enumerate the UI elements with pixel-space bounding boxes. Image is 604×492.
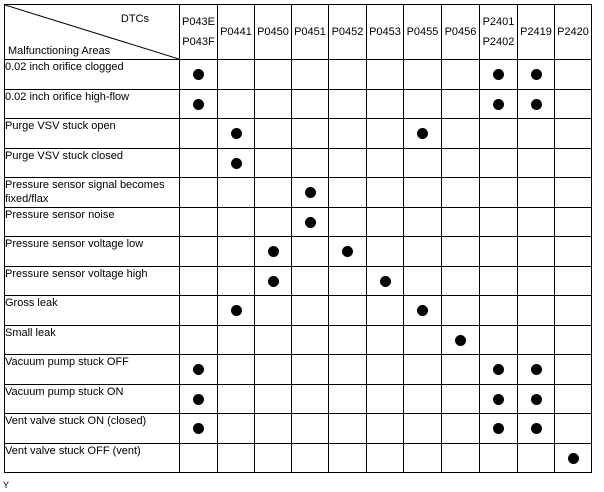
matrix-cell bbox=[442, 325, 480, 355]
matrix-cell bbox=[218, 414, 255, 444]
matrix-cell bbox=[255, 178, 292, 208]
matrix-cell bbox=[555, 414, 592, 444]
matrix-cell bbox=[180, 119, 218, 149]
matrix-cell bbox=[518, 325, 555, 355]
applicable-dot-icon bbox=[493, 394, 504, 405]
matrix-cell bbox=[555, 207, 592, 237]
table-row bbox=[5, 119, 592, 149]
dtc-code: P0453 bbox=[369, 26, 401, 38]
matrix-cell bbox=[180, 237, 218, 267]
matrix-cell bbox=[218, 207, 255, 237]
matrix-cell bbox=[367, 178, 404, 208]
matrix-cell bbox=[180, 89, 218, 119]
matrix-cell bbox=[404, 60, 442, 90]
matrix-cell bbox=[218, 443, 255, 473]
matrix-cell bbox=[480, 296, 518, 326]
matrix-cell bbox=[292, 414, 329, 444]
matrix-cell bbox=[329, 325, 367, 355]
malfunction-area-cell: Vacuum pump stuck OFF bbox=[5, 355, 180, 385]
matrix-cell bbox=[518, 296, 555, 326]
dtcs-label: DTCs bbox=[120, 13, 149, 25]
matrix-cell bbox=[555, 89, 592, 119]
matrix-cell bbox=[555, 355, 592, 385]
applicable-dot-icon bbox=[231, 158, 242, 169]
table-row bbox=[5, 355, 592, 385]
matrix-cell bbox=[329, 355, 367, 385]
matrix-cell bbox=[180, 355, 218, 385]
matrix-cell bbox=[518, 178, 555, 208]
matrix-cell bbox=[367, 325, 404, 355]
matrix-cell bbox=[518, 443, 555, 473]
matrix-cell bbox=[518, 119, 555, 149]
applicable-dot-icon bbox=[493, 423, 504, 434]
matrix-cell bbox=[329, 119, 367, 149]
matrix-cell bbox=[292, 89, 329, 119]
matrix-cell bbox=[404, 237, 442, 267]
matrix-cell bbox=[442, 414, 480, 444]
applicable-dot-icon bbox=[193, 364, 204, 375]
dtc-column-header bbox=[292, 5, 329, 60]
matrix-cell bbox=[180, 414, 218, 444]
applicable-dot-icon bbox=[493, 69, 504, 80]
matrix-cell bbox=[292, 443, 329, 473]
matrix-cell bbox=[404, 384, 442, 414]
malfunction-area-cell: Pressure sensor voltage high bbox=[5, 266, 180, 296]
table-row bbox=[5, 178, 592, 208]
applicable-dot-icon bbox=[305, 217, 316, 228]
matrix-cell bbox=[329, 414, 367, 444]
applicable-dot-icon bbox=[531, 394, 542, 405]
matrix-cell bbox=[218, 60, 255, 90]
matrix-cell bbox=[480, 148, 518, 178]
corner-cell bbox=[5, 5, 180, 60]
malfunction-area-cell: Gross leak bbox=[5, 296, 180, 326]
matrix-cell bbox=[480, 325, 518, 355]
table-row bbox=[5, 207, 592, 237]
matrix-cell bbox=[329, 384, 367, 414]
dtc-code: P2420 bbox=[557, 26, 589, 38]
matrix-cell bbox=[218, 325, 255, 355]
matrix-cell bbox=[218, 266, 255, 296]
matrix-cell bbox=[480, 443, 518, 473]
dtc-code: P0452 bbox=[331, 26, 364, 38]
matrix-cell bbox=[292, 148, 329, 178]
matrix-cell bbox=[218, 89, 255, 119]
matrix-cell bbox=[367, 355, 404, 385]
matrix-cell bbox=[555, 60, 592, 90]
malfunction-area-cell: 0.02 inch orifice clogged bbox=[5, 60, 180, 90]
applicable-dot-icon bbox=[493, 364, 504, 375]
matrix-cell bbox=[480, 119, 518, 149]
dtc-column-header bbox=[480, 5, 518, 60]
matrix-cell bbox=[255, 266, 292, 296]
matrix-cell bbox=[442, 178, 480, 208]
dtc-column-header bbox=[255, 5, 292, 60]
matrix-cell bbox=[218, 384, 255, 414]
dtc-column-header bbox=[180, 5, 218, 60]
dtc-column-header bbox=[555, 5, 592, 60]
matrix-cell bbox=[255, 119, 292, 149]
matrix-cell bbox=[329, 89, 367, 119]
table-row bbox=[5, 296, 592, 326]
matrix-cell bbox=[329, 178, 367, 208]
matrix-cell bbox=[329, 443, 367, 473]
dtc-code: P2419 bbox=[520, 26, 552, 38]
matrix-cell bbox=[404, 443, 442, 473]
matrix-cell bbox=[518, 384, 555, 414]
matrix-cell bbox=[329, 237, 367, 267]
matrix-cell bbox=[555, 178, 592, 208]
matrix-cell bbox=[292, 119, 329, 149]
matrix-cell bbox=[255, 355, 292, 385]
matrix-cell bbox=[442, 266, 480, 296]
dtc-code: P0450 bbox=[257, 26, 289, 38]
matrix-cell bbox=[180, 60, 218, 90]
matrix-cell bbox=[255, 207, 292, 237]
applicable-dot-icon bbox=[193, 99, 204, 110]
dtc-column-header bbox=[404, 5, 442, 60]
matrix-cell bbox=[480, 384, 518, 414]
matrix-cell bbox=[292, 207, 329, 237]
malfunction-area-cell: Vent valve stuck OFF (vent) bbox=[5, 443, 180, 473]
matrix-cell bbox=[404, 266, 442, 296]
matrix-cell bbox=[404, 148, 442, 178]
matrix-cell bbox=[518, 237, 555, 267]
matrix-cell bbox=[480, 237, 518, 267]
dtc-code: P0456 bbox=[444, 26, 477, 38]
matrix-cell bbox=[367, 384, 404, 414]
matrix-cell bbox=[555, 325, 592, 355]
matrix-cell bbox=[404, 89, 442, 119]
applicable-dot-icon bbox=[455, 335, 466, 346]
table-row bbox=[5, 384, 592, 414]
matrix-cell bbox=[255, 237, 292, 267]
matrix-cell bbox=[218, 148, 255, 178]
matrix-cell bbox=[442, 355, 480, 385]
table-row bbox=[5, 414, 592, 444]
matrix-cell bbox=[404, 296, 442, 326]
matrix-cell bbox=[255, 384, 292, 414]
matrix-cell bbox=[518, 355, 555, 385]
table-row bbox=[5, 60, 592, 90]
matrix-cell bbox=[292, 296, 329, 326]
table-row bbox=[5, 148, 592, 178]
matrix-cell bbox=[292, 178, 329, 208]
matrix-cell bbox=[404, 414, 442, 444]
dtc-code: P043E bbox=[181, 16, 216, 28]
matrix-cell bbox=[367, 119, 404, 149]
matrix-cell bbox=[404, 355, 442, 385]
matrix-cell bbox=[367, 60, 404, 90]
matrix-cell bbox=[180, 148, 218, 178]
applicable-dot-icon bbox=[417, 128, 428, 139]
matrix-cell bbox=[442, 237, 480, 267]
matrix-cell bbox=[329, 60, 367, 90]
matrix-cell bbox=[480, 414, 518, 444]
matrix-cell bbox=[404, 325, 442, 355]
dtc-code: P0451 bbox=[294, 26, 326, 38]
applicable-dot-icon bbox=[193, 69, 204, 80]
matrix-cell bbox=[480, 60, 518, 90]
malfunction-area-cell: Pressure sensor signal becomes fixed/flax bbox=[5, 178, 180, 208]
table-row bbox=[5, 89, 592, 119]
applicable-dot-icon bbox=[268, 276, 279, 287]
applicable-dot-icon bbox=[531, 423, 542, 434]
applicable-dot-icon bbox=[531, 364, 542, 375]
matrix-cell bbox=[442, 296, 480, 326]
matrix-cell bbox=[442, 384, 480, 414]
matrix-cell bbox=[555, 266, 592, 296]
malfunction-area-cell: Pressure sensor voltage low bbox=[5, 237, 180, 267]
matrix-cell bbox=[442, 60, 480, 90]
malfunction-area-cell: Purge VSV stuck closed bbox=[5, 148, 180, 178]
malfunction-area-cell: Small leak bbox=[5, 325, 180, 355]
matrix-cell bbox=[367, 89, 404, 119]
matrix-cell bbox=[518, 207, 555, 237]
dtc-code: P2401 bbox=[482, 16, 515, 28]
matrix-cell bbox=[480, 89, 518, 119]
applicable-dot-icon bbox=[193, 423, 204, 434]
malfunction-area-cell: Purge VSV stuck open bbox=[5, 119, 180, 149]
matrix-cell bbox=[218, 355, 255, 385]
matrix-cell bbox=[442, 207, 480, 237]
matrix-cell bbox=[367, 414, 404, 444]
header-row bbox=[5, 5, 592, 60]
matrix-cell bbox=[218, 178, 255, 208]
matrix-cell bbox=[442, 148, 480, 178]
matrix-cell bbox=[518, 60, 555, 90]
matrix-cell bbox=[518, 414, 555, 444]
matrix-cell bbox=[292, 325, 329, 355]
matrix-cell bbox=[292, 60, 329, 90]
dtc-column-header bbox=[329, 5, 367, 60]
matrix-cell bbox=[180, 443, 218, 473]
matrix-cell bbox=[180, 325, 218, 355]
applicable-dot-icon bbox=[531, 99, 542, 110]
dtc-code: P0455 bbox=[406, 26, 439, 38]
figure-mark: Y bbox=[3, 480, 10, 490]
matrix-cell bbox=[218, 296, 255, 326]
matrix-cell bbox=[367, 237, 404, 267]
matrix-cell bbox=[480, 178, 518, 208]
applicable-dot-icon bbox=[305, 187, 316, 198]
applicable-dot-icon bbox=[193, 394, 204, 405]
dtc-column-header bbox=[442, 5, 480, 60]
matrix-cell bbox=[180, 178, 218, 208]
applicable-dot-icon bbox=[231, 305, 242, 316]
matrix-cell bbox=[555, 119, 592, 149]
matrix-cell bbox=[555, 384, 592, 414]
matrix-cell bbox=[555, 443, 592, 473]
malfunction-area-cell: Vent valve stuck ON (closed) bbox=[5, 414, 180, 444]
matrix-cell bbox=[518, 266, 555, 296]
matrix-cell bbox=[404, 207, 442, 237]
matrix-cell bbox=[518, 89, 555, 119]
matrix-cell bbox=[329, 266, 367, 296]
matrix-cell bbox=[180, 296, 218, 326]
matrix-cell bbox=[329, 296, 367, 326]
matrix-cell bbox=[555, 296, 592, 326]
matrix-cell bbox=[255, 414, 292, 444]
matrix-cell bbox=[255, 443, 292, 473]
malfunction-area-cell: 0.02 inch orifice high-flow bbox=[5, 89, 180, 119]
matrix-cell bbox=[255, 296, 292, 326]
applicable-dot-icon bbox=[531, 69, 542, 80]
matrix-cell bbox=[367, 266, 404, 296]
matrix-cell bbox=[367, 443, 404, 473]
matrix-cell bbox=[442, 119, 480, 149]
matrix-cell bbox=[218, 237, 255, 267]
applicable-dot-icon bbox=[342, 246, 353, 257]
matrix-cell bbox=[255, 148, 292, 178]
matrix-cell bbox=[292, 237, 329, 267]
applicable-dot-icon bbox=[568, 453, 579, 464]
matrix-cell bbox=[442, 443, 480, 473]
dtc-code: P0441 bbox=[220, 26, 252, 38]
dtc-matrix-table bbox=[4, 4, 592, 473]
dtc-code: P2402 bbox=[482, 36, 515, 48]
table-row bbox=[5, 443, 592, 473]
matrix-cell bbox=[180, 266, 218, 296]
matrix-cell bbox=[367, 296, 404, 326]
matrix-cell bbox=[329, 148, 367, 178]
malfunction-area-cell: Pressure sensor noise bbox=[5, 207, 180, 237]
matrix-cell bbox=[404, 119, 442, 149]
applicable-dot-icon bbox=[417, 305, 428, 316]
dtc-column-header bbox=[367, 5, 404, 60]
matrix-cell bbox=[255, 325, 292, 355]
applicable-dot-icon bbox=[493, 99, 504, 110]
table-row bbox=[5, 325, 592, 355]
matrix-cell bbox=[292, 384, 329, 414]
matrix-cell bbox=[442, 89, 480, 119]
matrix-cell bbox=[480, 266, 518, 296]
matrix-cell bbox=[292, 355, 329, 385]
matrix-cell bbox=[404, 178, 442, 208]
matrix-cell bbox=[329, 207, 367, 237]
applicable-dot-icon bbox=[268, 246, 279, 257]
matrix-cell bbox=[555, 148, 592, 178]
matrix-cell bbox=[255, 60, 292, 90]
matrix-cell bbox=[218, 119, 255, 149]
dtc-code: P043F bbox=[182, 36, 215, 48]
matrix-body bbox=[5, 60, 592, 473]
table-row bbox=[5, 237, 592, 267]
dtc-column-header bbox=[518, 5, 555, 60]
applicable-dot-icon bbox=[380, 276, 391, 287]
matrix-cell bbox=[518, 148, 555, 178]
malfunction-area-cell: Vacuum pump stuck ON bbox=[5, 384, 180, 414]
applicable-dot-icon bbox=[231, 128, 242, 139]
matrix-cell bbox=[255, 89, 292, 119]
matrix-cell bbox=[555, 237, 592, 267]
matrix-cell bbox=[367, 148, 404, 178]
matrix-cell bbox=[480, 207, 518, 237]
malfunctioning-areas-label: Malfunctioning Areas bbox=[8, 45, 111, 57]
matrix-cell bbox=[367, 207, 404, 237]
matrix-cell bbox=[180, 384, 218, 414]
matrix-cell bbox=[180, 207, 218, 237]
matrix-cell bbox=[480, 355, 518, 385]
table-row bbox=[5, 266, 592, 296]
dtc-column-header bbox=[218, 5, 255, 60]
matrix-cell bbox=[292, 266, 329, 296]
